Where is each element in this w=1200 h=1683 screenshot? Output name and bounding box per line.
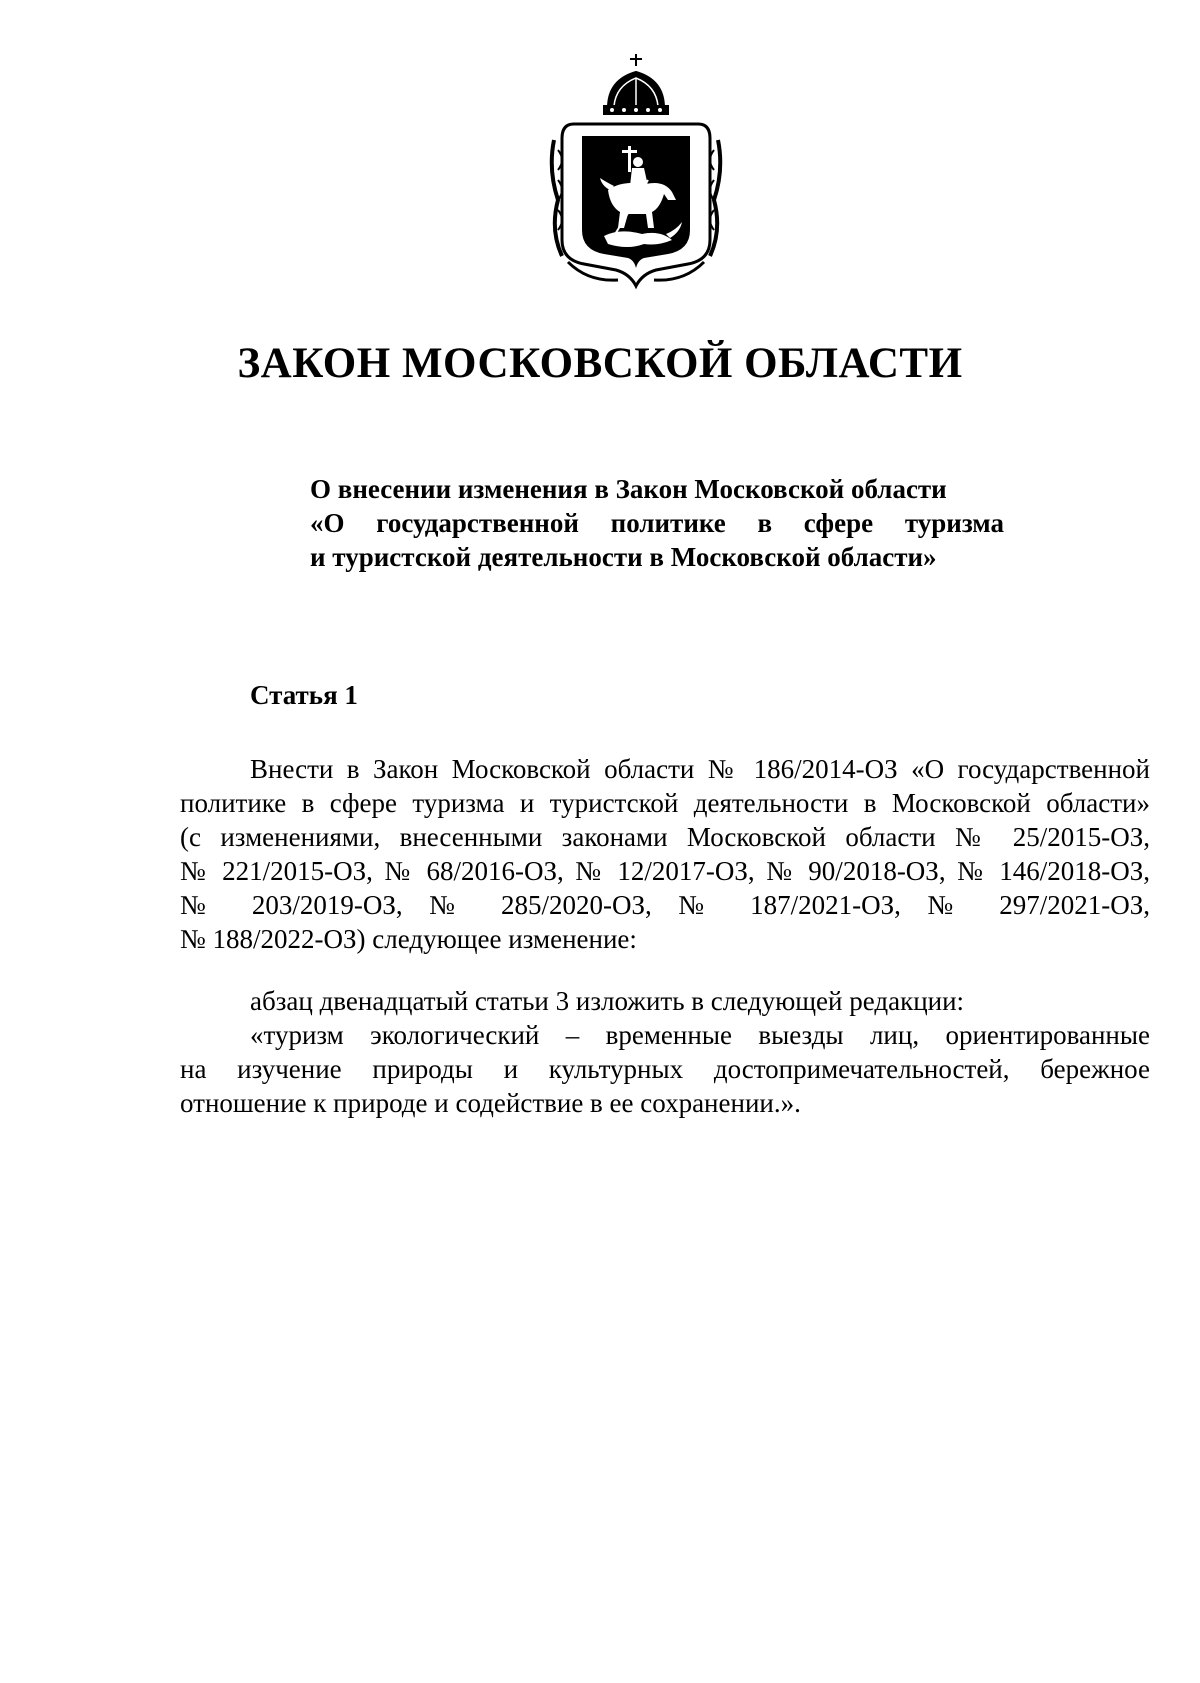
paragraph-new-wording (180, 984, 1150, 1120)
article-heading: Статья 1 (250, 680, 358, 710)
subtitle-line: и туристской деятельности в Московской области» (310, 542, 937, 572)
paragraph-line: абзац двенадцатый статьи 3 изложить в следующей редакции: (250, 986, 965, 1016)
paragraph-line: (с изменениями, внесенными законами Московской области № 25/2015-ОЗ, (180, 822, 1150, 852)
paragraph-line: «туризм экологический – временные выезды лиц, ориентированные (250, 1020, 1150, 1050)
paragraph-line: на изучение природы и культурных достопримечательностей, бережное (180, 1054, 1150, 1084)
paragraph-line: № 221/2015-ОЗ, № 68/2016-ОЗ, № 12/2017-ОЗ, № 90/2018-ОЗ, № 146/2018-ОЗ, (180, 856, 1150, 886)
paragraph-line: Внести в Закон Московской области № 186/2014-ОЗ «О государственной (250, 754, 1150, 784)
law-title: ЗАКОН МОСКОВСКОЙ ОБЛАСТИ (237, 340, 963, 387)
paragraph-line: № 188/2022-ОЗ) следующее изменение: (180, 924, 637, 954)
paragraph-line: политике в сфере туризма и туристской деятельности в Московской области» (180, 788, 1150, 818)
coat-of-arms-icon (548, 50, 724, 290)
paragraph-line: № 203/2019-ОЗ, № 285/2020-ОЗ, № 187/2021-ОЗ, № 297/2021-ОЗ, (180, 890, 1150, 920)
subtitle-line: О внесении изменения в Закон Московской области (310, 474, 947, 504)
subtitle-line: «О государственной политике в сфере туризма (310, 508, 1004, 538)
law-subtitle (310, 472, 1004, 574)
paragraph-amendment (180, 752, 1150, 956)
paragraph-line: отношение к природе и содействие в ее сохранении.». (180, 1088, 801, 1118)
